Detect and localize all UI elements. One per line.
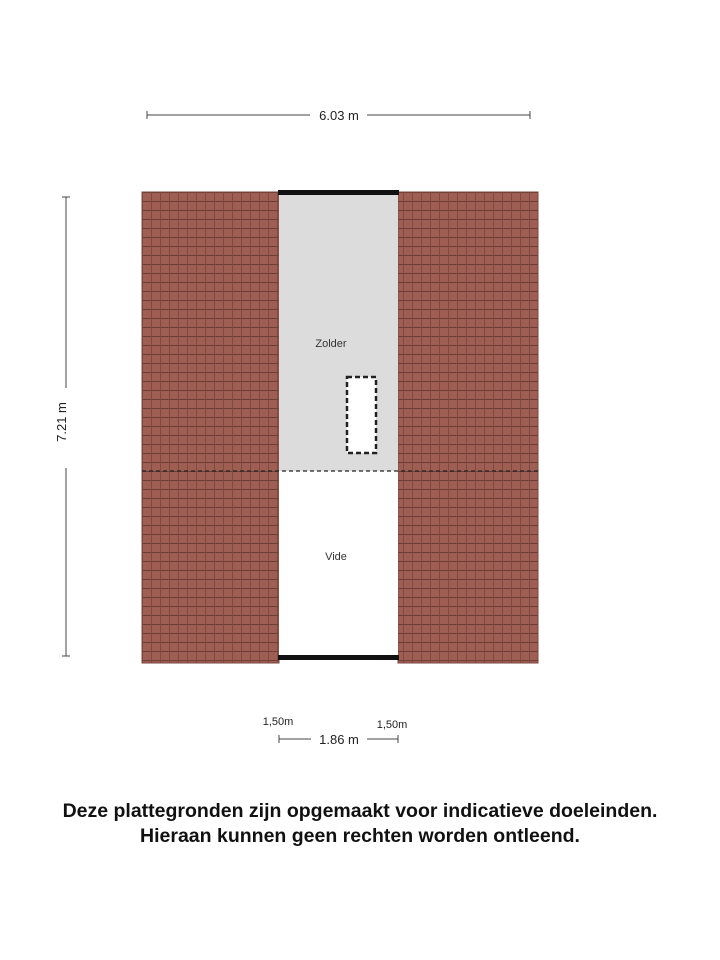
roof-right [398, 192, 538, 663]
width-dimension [147, 108, 530, 123]
zolder-label: Zolder [315, 338, 347, 350]
opening-width-label: 1.86 m [319, 732, 359, 747]
height-label: 7.21 m [54, 402, 69, 442]
bottom-wall [278, 655, 399, 660]
opening-dimension [263, 716, 408, 747]
right-height-label: 1,50m [376, 719, 408, 731]
zolder-room [279, 194, 398, 471]
disclaimer-line-2: Hieraan kunnen geen rechten worden ontleend. [140, 825, 580, 847]
width-label: 6.03 m [319, 108, 359, 123]
roof-hatch [347, 377, 376, 453]
left-height-label: 1,50m [262, 716, 294, 728]
vide-label: Vide [325, 551, 347, 563]
roof-left [142, 192, 279, 663]
top-wall [278, 190, 399, 195]
vide-room [279, 471, 398, 658]
height-dimension [54, 197, 70, 656]
disclaimer-line-1: Deze plattegronden zijn opgemaakt voor indicatieve doeleinden. [62, 800, 658, 822]
